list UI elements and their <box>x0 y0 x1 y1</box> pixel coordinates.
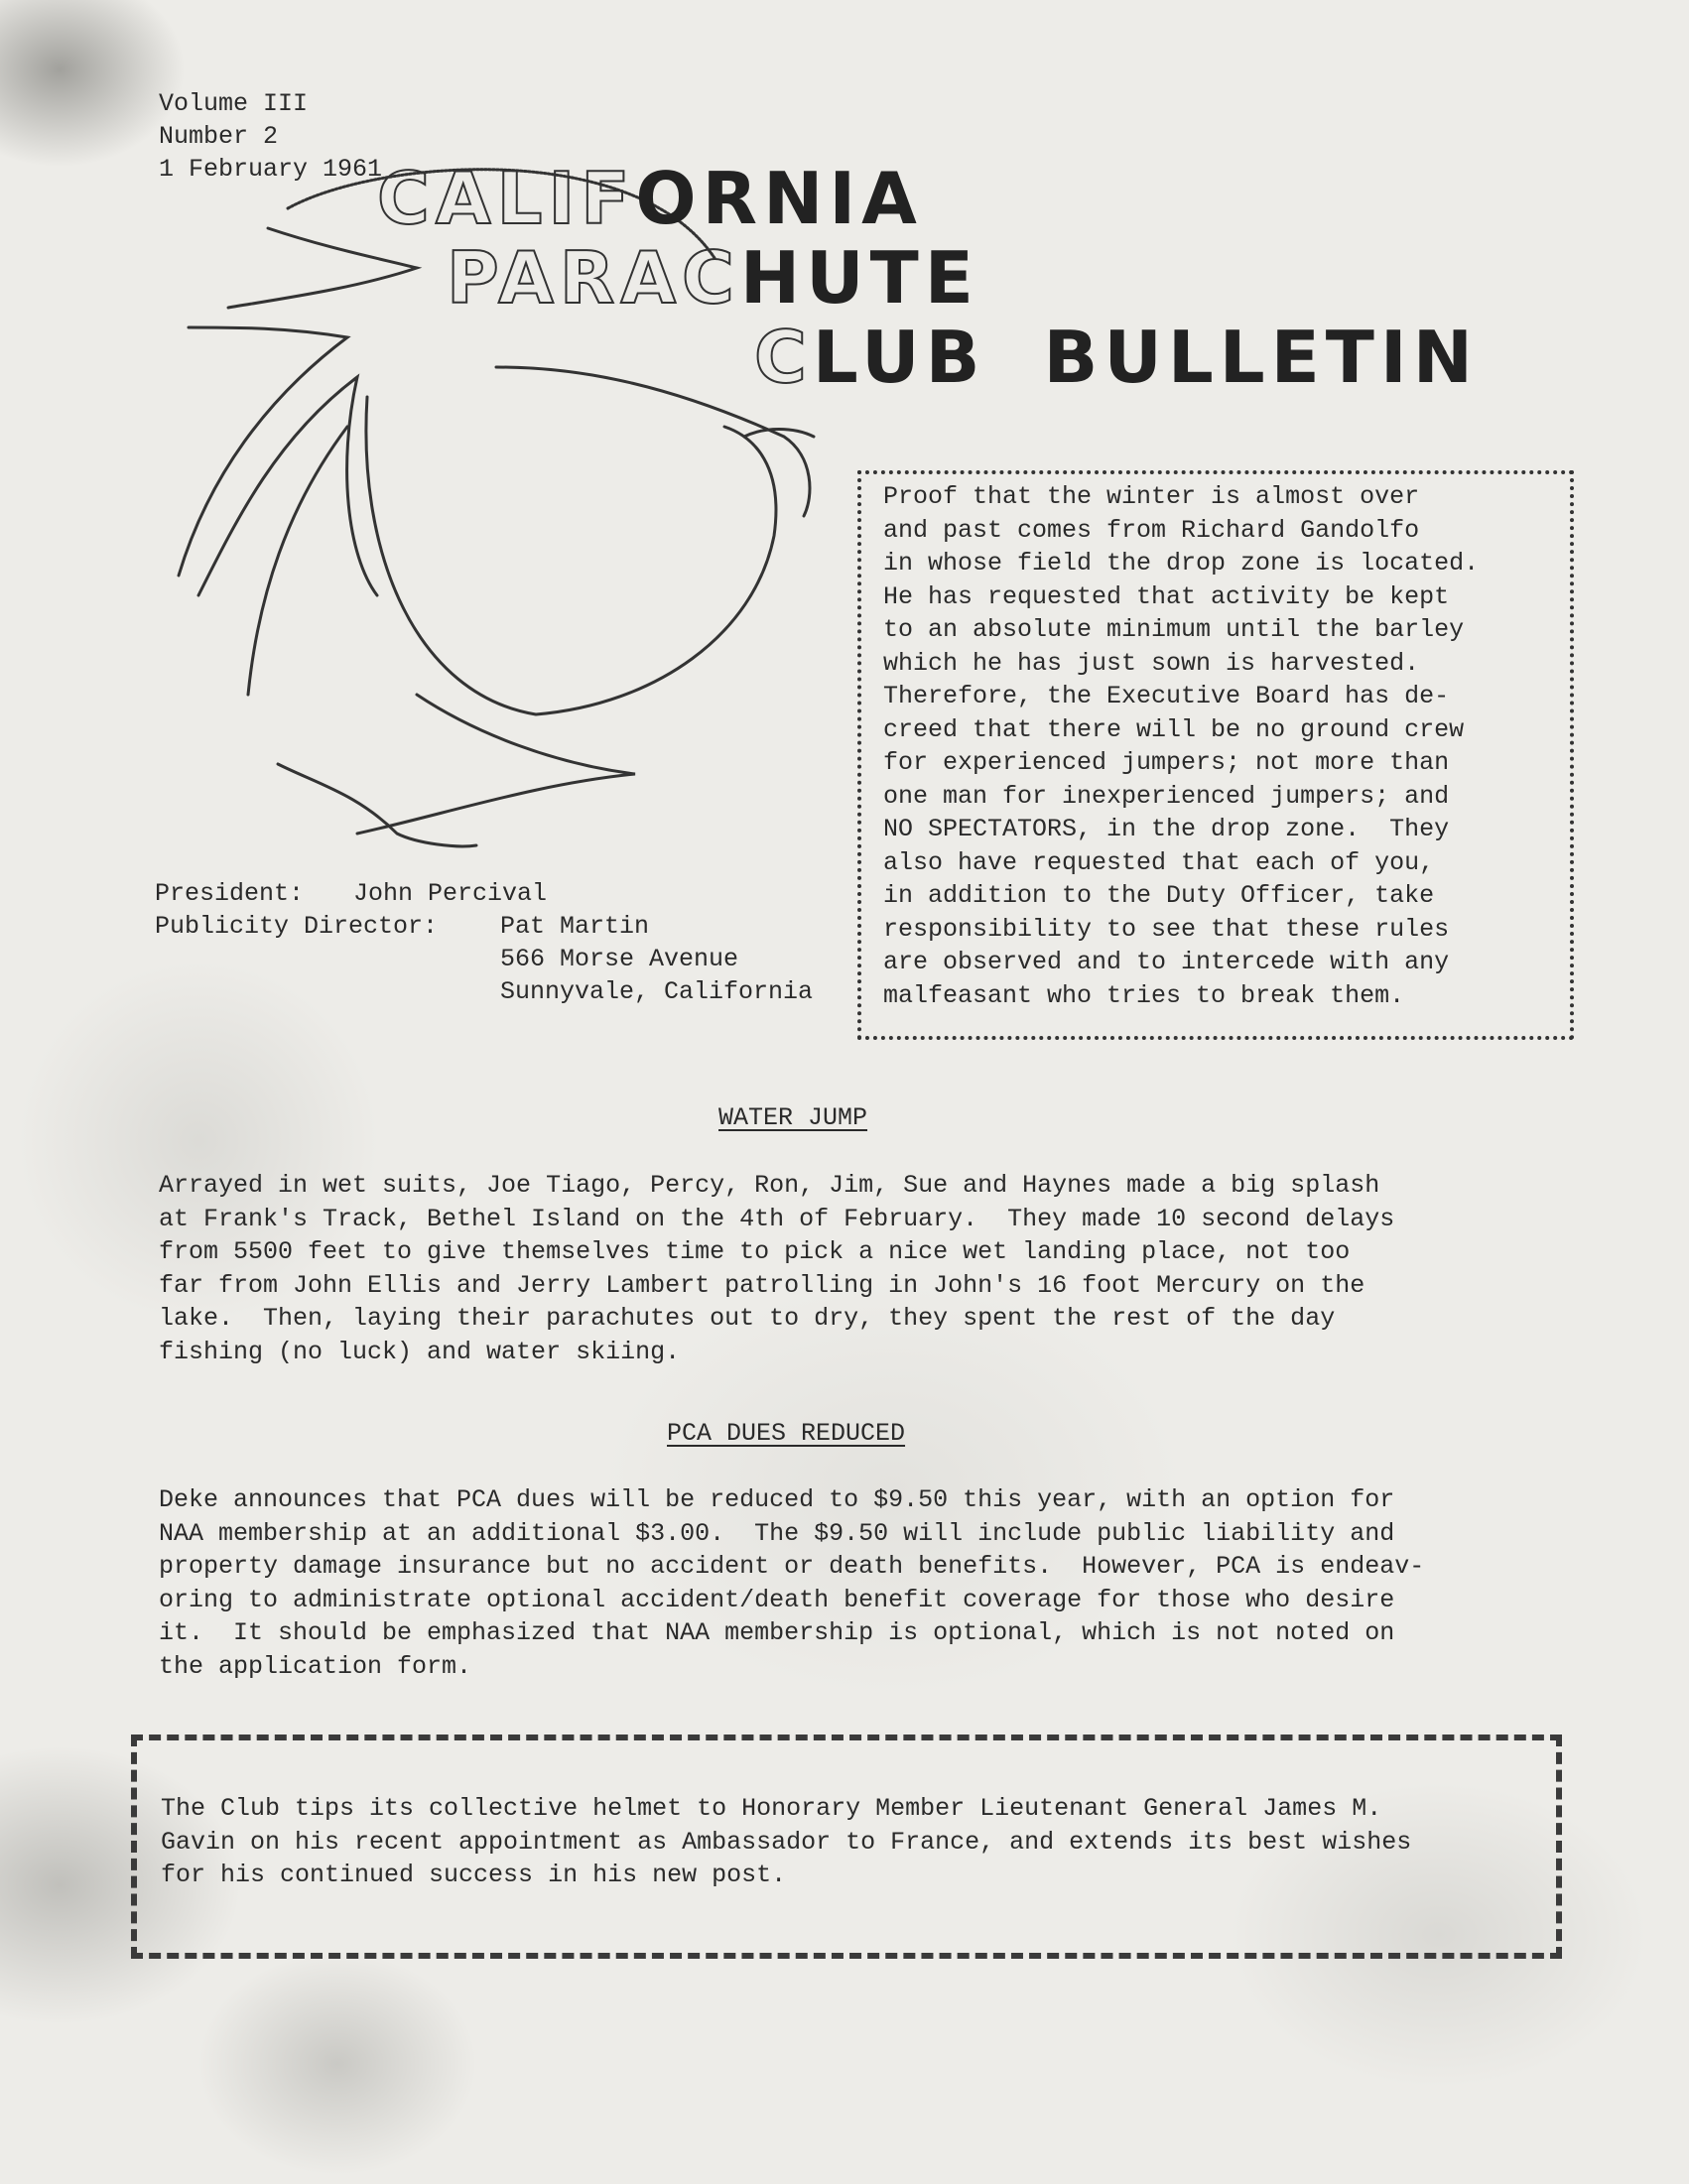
notice-line: in whose field the drop zone is located. <box>883 549 1480 578</box>
masthead-line-3 <box>754 316 1479 399</box>
skirt-tip <box>278 764 476 846</box>
volume-label: Volume III <box>159 89 309 118</box>
notice-line: NO SPECTATORS, in the drop zone. They <box>883 815 1450 843</box>
pca-dues-line: it. It should be emphasized that NAA membership is optional, which is not noted on <box>159 1618 1395 1647</box>
notice-line: in addition to the Duty Officer, take <box>883 881 1435 910</box>
pca-dues-title: PCA DUES REDUCED <box>667 1419 906 1448</box>
canopy-lobe-4 <box>248 427 347 695</box>
water-jump-line: at Frank's Track, Bethel Island on the 4th of February. They made 10 second delays <box>159 1204 1395 1233</box>
masthead-line-1-outline: CALIF <box>377 157 636 240</box>
masthead-bulletin: BULLETIN <box>1043 316 1479 399</box>
water-jump-line: from 5500 feet to give themselves time to pick a nice wet landing place, not too <box>159 1237 1351 1266</box>
skirt <box>357 695 635 834</box>
pca-dues-line: the application form. <box>159 1651 472 1681</box>
issue-number: Number 2 <box>159 122 279 151</box>
gavin-line: The Club tips its collective helmet to Honorary Member Lieutenant General James M. <box>161 1794 1382 1823</box>
publicity-name: Pat Martin <box>500 912 650 941</box>
water-jump-line: fishing (no luck) and water skiing. <box>159 1337 681 1366</box>
masthead-line-3-outline: C <box>754 316 813 399</box>
notice-line: also have requested that each of you, <box>883 847 1435 877</box>
notice-line: Therefore, the Executive Board has de- <box>883 682 1450 710</box>
notice-line: one man for inexperienced jumpers; and <box>883 781 1450 811</box>
address-street: 566 Morse Avenue <box>500 945 739 973</box>
publicity-label: Publicity Director: <box>155 912 439 941</box>
masthead-line-2-solid: HUTE <box>739 236 979 320</box>
gavin-text <box>161 1792 1411 1892</box>
masthead-line-3-solid: LUB <box>812 316 986 399</box>
issue-date: 1 February 1961 <box>159 155 383 184</box>
president-label: President: <box>155 879 305 908</box>
notice-line: to an absolute minimum until the barley <box>883 615 1465 644</box>
canopy-lobe-3 <box>198 377 377 595</box>
notice-line: are observed and to intercede with any <box>883 948 1450 976</box>
canopy-lobe-2 <box>179 327 347 576</box>
water-jump-line: lake. Then, laying their parachutes out to dry, they spent the rest of the day <box>159 1304 1336 1333</box>
canopy-body <box>366 397 776 714</box>
water-jump-title: WATER JUMP <box>718 1103 868 1132</box>
notice-text <box>883 480 1479 1012</box>
masthead-line-1-solid: ORNIA <box>635 157 923 240</box>
gavin-line: Gavin on his recent appointment as Ambassador to France, and extends its best wishes <box>161 1827 1412 1857</box>
masthead-line-1 <box>377 157 923 240</box>
notice-line: malfeasant who tries to break them. <box>883 980 1405 1010</box>
water-jump-body <box>159 1169 1394 1368</box>
notice-line: and past comes from Richard Gandolfo <box>883 515 1420 545</box>
masthead-line-2-outline: PARAC <box>447 236 740 320</box>
masthead-line-2 <box>447 236 979 320</box>
water-jump-line: far from John Ellis and Jerry Lambert patrolling in John's 16 foot Mercury on the <box>159 1270 1365 1300</box>
pca-dues-line: property damage insurance but no accident or death benefits. However, PCA is endeav- <box>159 1552 1425 1581</box>
notice-line: He has requested that activity be kept <box>883 581 1450 611</box>
canopy-lobe-1 <box>228 228 417 308</box>
notice-line: creed that there will be no ground crew <box>883 714 1465 744</box>
notice-line: which he has just sown is harvested. <box>883 648 1420 678</box>
notice-line: Proof that the winter is almost over <box>883 482 1420 511</box>
address-city: Sunnyvale, California <box>500 977 814 1006</box>
water-jump-line: Arrayed in wet suits, Joe Tiago, Percy, Ron, Jim, Sue and Haynes made a big splash <box>159 1171 1380 1200</box>
pca-dues-body <box>159 1483 1424 1683</box>
president-name: John Percival <box>353 879 548 908</box>
pca-dues-line: NAA membership at an additional $3.00. The $9.50 will include public liability and <box>159 1518 1395 1548</box>
pca-dues-line: oring to administrate optional accident/death benefit coverage for those who desire <box>159 1585 1395 1614</box>
notice-line: responsibility to see that these rules <box>883 914 1450 944</box>
notice-line: for experienced jumpers; not more than <box>883 748 1450 777</box>
pca-dues-line: Deke announces that PCA dues will be reduced to $9.50 this year, with an option for <box>159 1485 1395 1514</box>
gavin-line: for his continued success in his new post. <box>161 1861 787 1889</box>
